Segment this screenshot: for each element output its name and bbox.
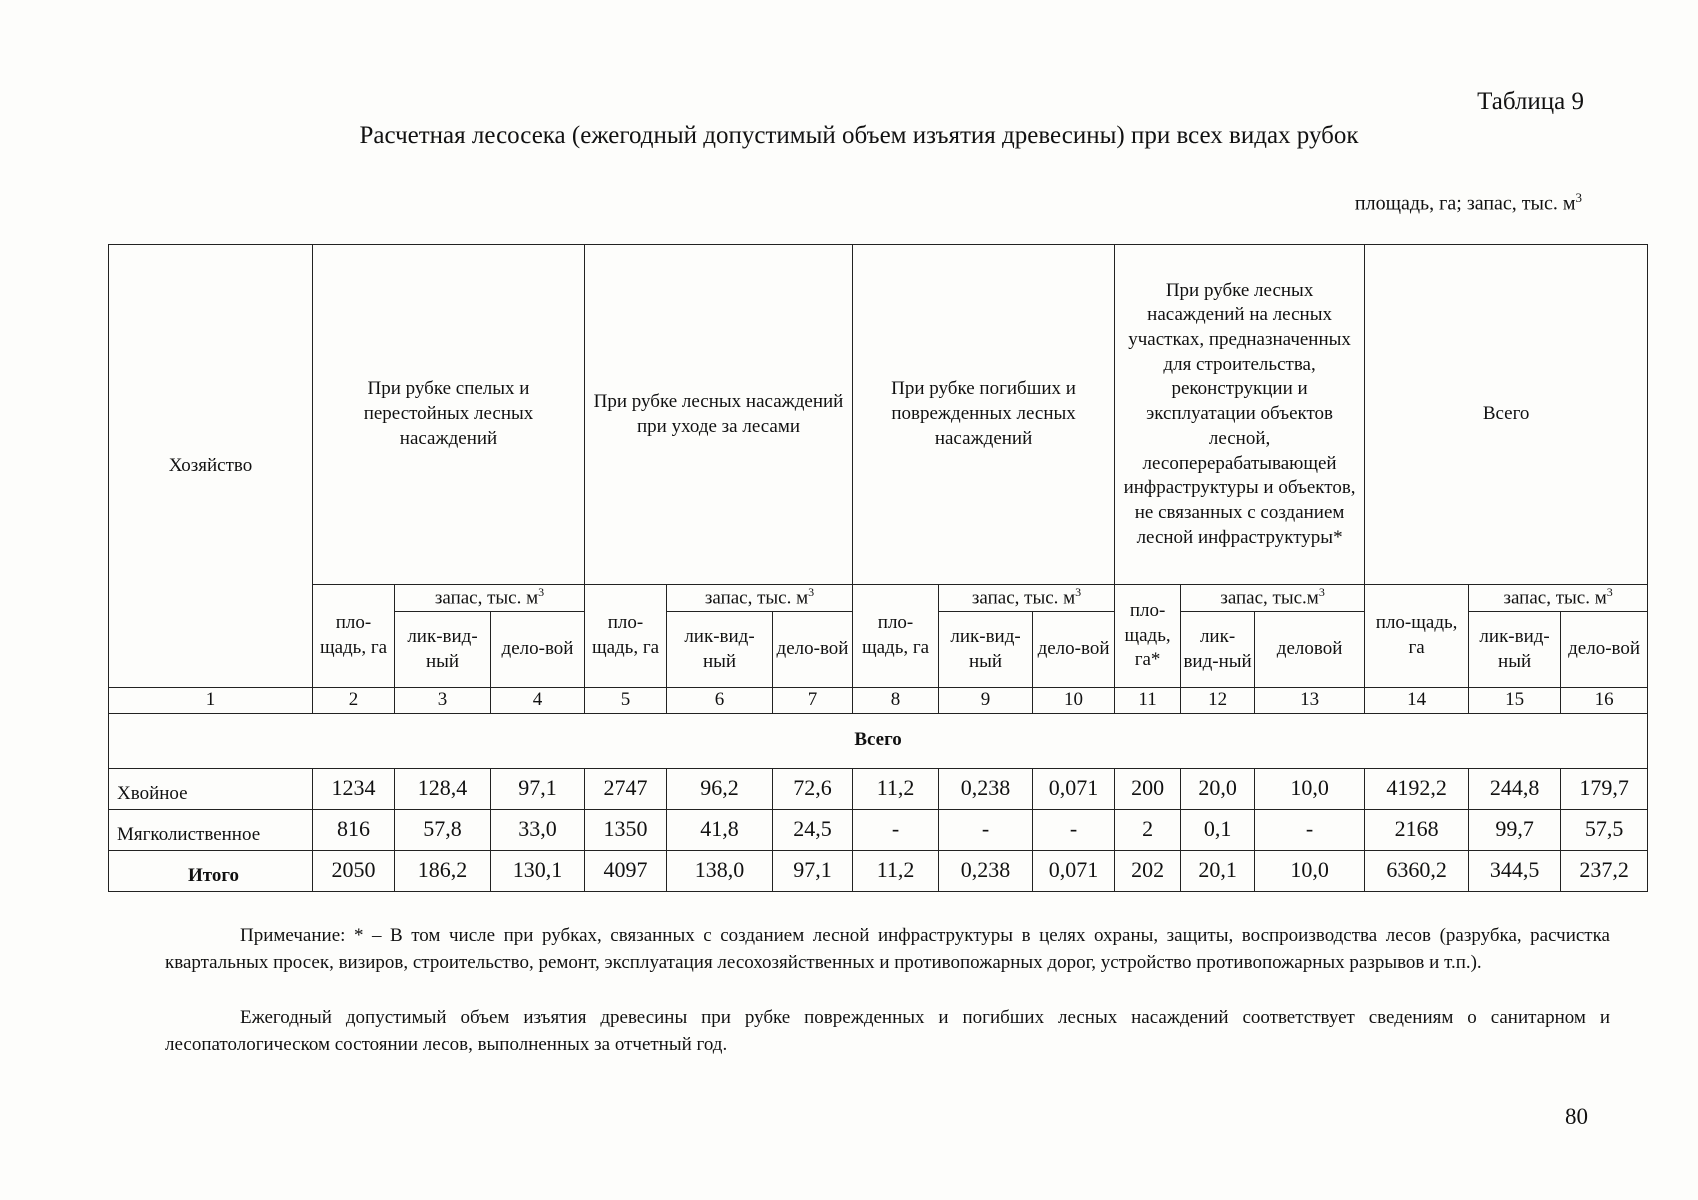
- header-area: пло-щадь, га*: [1115, 585, 1181, 688]
- col-number: 4: [491, 688, 585, 714]
- header-business: деловой: [1255, 612, 1365, 688]
- units-caption: [1355, 190, 1582, 216]
- cell: 0,071: [1033, 850, 1115, 891]
- header-stock-sup: 3: [1606, 585, 1613, 599]
- cell: 244,8: [1469, 768, 1561, 809]
- column-number-row: [109, 688, 1648, 714]
- units-text: площадь, га; запас, тыс. м: [1354, 192, 1576, 215]
- header-stock: [395, 585, 585, 612]
- note-paragraph-1: Примечание: * – В том числе при рубках, связанных с созданием лесной инфраструктуры в целях охраны, защиты, воспроизводства лесов (разрубка, расчистка квартальных просек, визиров, строительство, ремонт, эксплуатация лесохозяйственных и противопожарных дорог, устройство противопожарных разрывов и т.п.).: [165, 925, 1610, 973]
- header-stock-text: запас, тыс. м: [1503, 587, 1607, 609]
- header-stock-text: запас, тыс. м: [704, 587, 809, 609]
- header-stock: [939, 585, 1115, 612]
- units-sup: 3: [1575, 190, 1582, 205]
- cell: 4192,2: [1365, 768, 1469, 809]
- table-title: Расчетная лесосека (ежегодный допустимый объем изъятия древесины) при всех видах рубок: [359, 122, 1359, 149]
- cell: 344,5: [1469, 850, 1561, 891]
- header-stock-text: запас, тыс. м: [434, 587, 539, 609]
- cell: 128,4: [395, 768, 491, 809]
- cell: 0,238: [939, 850, 1033, 891]
- cell: 57,5: [1561, 809, 1648, 850]
- col-number: 11: [1115, 688, 1181, 714]
- cell: 97,1: [773, 850, 853, 891]
- cell: 10,0: [1255, 768, 1365, 809]
- cell: 11,2: [853, 768, 939, 809]
- header-liquid: лик-вид-ный: [1469, 612, 1561, 688]
- header-group-mature: При рубке спелых и перестойных лесных насаждений: [313, 245, 585, 585]
- header-group-damaged: При рубке погибших и поврежденных лесных насаждений: [853, 245, 1115, 585]
- cell: 2: [1115, 809, 1181, 850]
- cell: 0,1: [1181, 809, 1255, 850]
- cell: 130,1: [491, 850, 585, 891]
- cell: 1350: [585, 809, 667, 850]
- cell: 20,0: [1181, 768, 1255, 809]
- col-number: 10: [1033, 688, 1115, 714]
- cell: 41,8: [667, 809, 773, 850]
- header-group-construction: При рубке лесных насаждений на лесных участках, предназначенных для строительства, реконструкции и эксплуатации объектов лесной, лесоперерабатывающей инфраструктуры и объектов, не связанных с созданием лесной инфраструктуры*: [1115, 245, 1365, 585]
- col-number: 7: [773, 688, 853, 714]
- col-number: 15: [1469, 688, 1561, 714]
- cell: 33,0: [491, 809, 585, 850]
- header-stock-sup: 3: [1075, 585, 1082, 599]
- header-stock: [1469, 585, 1648, 612]
- section-row: [109, 713, 1648, 768]
- table-number: Таблица 9: [1477, 88, 1584, 115]
- cell: 4097: [585, 850, 667, 891]
- header-liquid: лик-вид-ный: [395, 612, 491, 688]
- row-name: Мягколиственное: [109, 809, 313, 850]
- cell: 1234: [313, 768, 395, 809]
- header-area: пло-щадь, га: [585, 585, 667, 688]
- row-name: Хвойное: [109, 768, 313, 809]
- col-number: 14: [1365, 688, 1469, 714]
- header-group-care: При рубке лесных насаждений при уходе за лесами: [585, 245, 853, 585]
- cell: 6360,2: [1365, 850, 1469, 891]
- col-number: 1: [109, 688, 313, 714]
- cell: 138,0: [667, 850, 773, 891]
- cell: 237,2: [1561, 850, 1648, 891]
- cell: 20,1: [1181, 850, 1255, 891]
- col-number: 8: [853, 688, 939, 714]
- cell: -: [939, 809, 1033, 850]
- cell: 202: [1115, 850, 1181, 891]
- header-stock: [667, 585, 853, 612]
- cell: 11,2: [853, 850, 939, 891]
- col-number: 12: [1181, 688, 1255, 714]
- cell: -: [1255, 809, 1365, 850]
- header-liquid: лик-вид-ный: [1181, 612, 1255, 688]
- header-liquid: лик-вид-ный: [667, 612, 773, 688]
- cell: 72,6: [773, 768, 853, 809]
- page-number: 80: [1565, 1104, 1588, 1129]
- cell: 200: [1115, 768, 1181, 809]
- header-stock-sup: 3: [538, 585, 545, 599]
- cell: 186,2: [395, 850, 491, 891]
- col-number: 16: [1561, 688, 1648, 714]
- cell: 97,1: [491, 768, 585, 809]
- col-number: 6: [667, 688, 773, 714]
- cell: 0,071: [1033, 768, 1115, 809]
- row-name-total: Итого: [109, 850, 313, 891]
- table-row-total: [109, 850, 1648, 891]
- table-row: [109, 809, 1648, 850]
- header-stock-text: запас, тыс. м: [971, 587, 1076, 609]
- section-label: Всего: [109, 713, 1648, 768]
- col-number: 3: [395, 688, 491, 714]
- header-stock-text: запас, тыс.м: [1220, 587, 1319, 609]
- header-farm: Хозяйство: [109, 245, 313, 688]
- col-number: 2: [313, 688, 395, 714]
- cell: 57,8: [395, 809, 491, 850]
- header-business: дело-вой: [1561, 612, 1648, 688]
- cell: 10,0: [1255, 850, 1365, 891]
- cell: 2168: [1365, 809, 1469, 850]
- table-row: [109, 768, 1648, 809]
- cell: 0,238: [939, 768, 1033, 809]
- header-group-total: Всего: [1365, 245, 1648, 585]
- col-number: 9: [939, 688, 1033, 714]
- logging-table: [108, 244, 1648, 892]
- col-number: 13: [1255, 688, 1365, 714]
- header-stock: [1181, 585, 1365, 612]
- header-area: пло-щадь, га: [313, 585, 395, 688]
- note-footnote: [165, 922, 1610, 976]
- header-business: дело-вой: [773, 612, 853, 688]
- note-paragraph-2: Ежегодный допустимый объем изъятия древесины при рубке поврежденных и погибших лесных насаждений соответствует сведениям о санитарном и лесопатологическом состоянии лесов, выполненных за отчетный год.: [165, 1007, 1610, 1055]
- header-area: пло-щадь, га: [1365, 585, 1469, 688]
- cell: 816: [313, 809, 395, 850]
- note-annual: [165, 1004, 1610, 1058]
- header-business: дело-вой: [491, 612, 585, 688]
- cell: 96,2: [667, 768, 773, 809]
- cell: 2050: [313, 850, 395, 891]
- cell: -: [853, 809, 939, 850]
- header-row-groups: [109, 245, 1648, 585]
- cell: -: [1033, 809, 1115, 850]
- header-stock-sup: 3: [1318, 585, 1325, 599]
- header-row-stock: [109, 585, 1648, 612]
- header-stock-sup: 3: [808, 585, 815, 599]
- cell: 179,7: [1561, 768, 1648, 809]
- col-number: 5: [585, 688, 667, 714]
- cell: 2747: [585, 768, 667, 809]
- header-area: пло-щадь, га: [853, 585, 939, 688]
- cell: 24,5: [773, 809, 853, 850]
- header-business: дело-вой: [1033, 612, 1115, 688]
- header-liquid: лик-вид-ный: [939, 612, 1033, 688]
- cell: 99,7: [1469, 809, 1561, 850]
